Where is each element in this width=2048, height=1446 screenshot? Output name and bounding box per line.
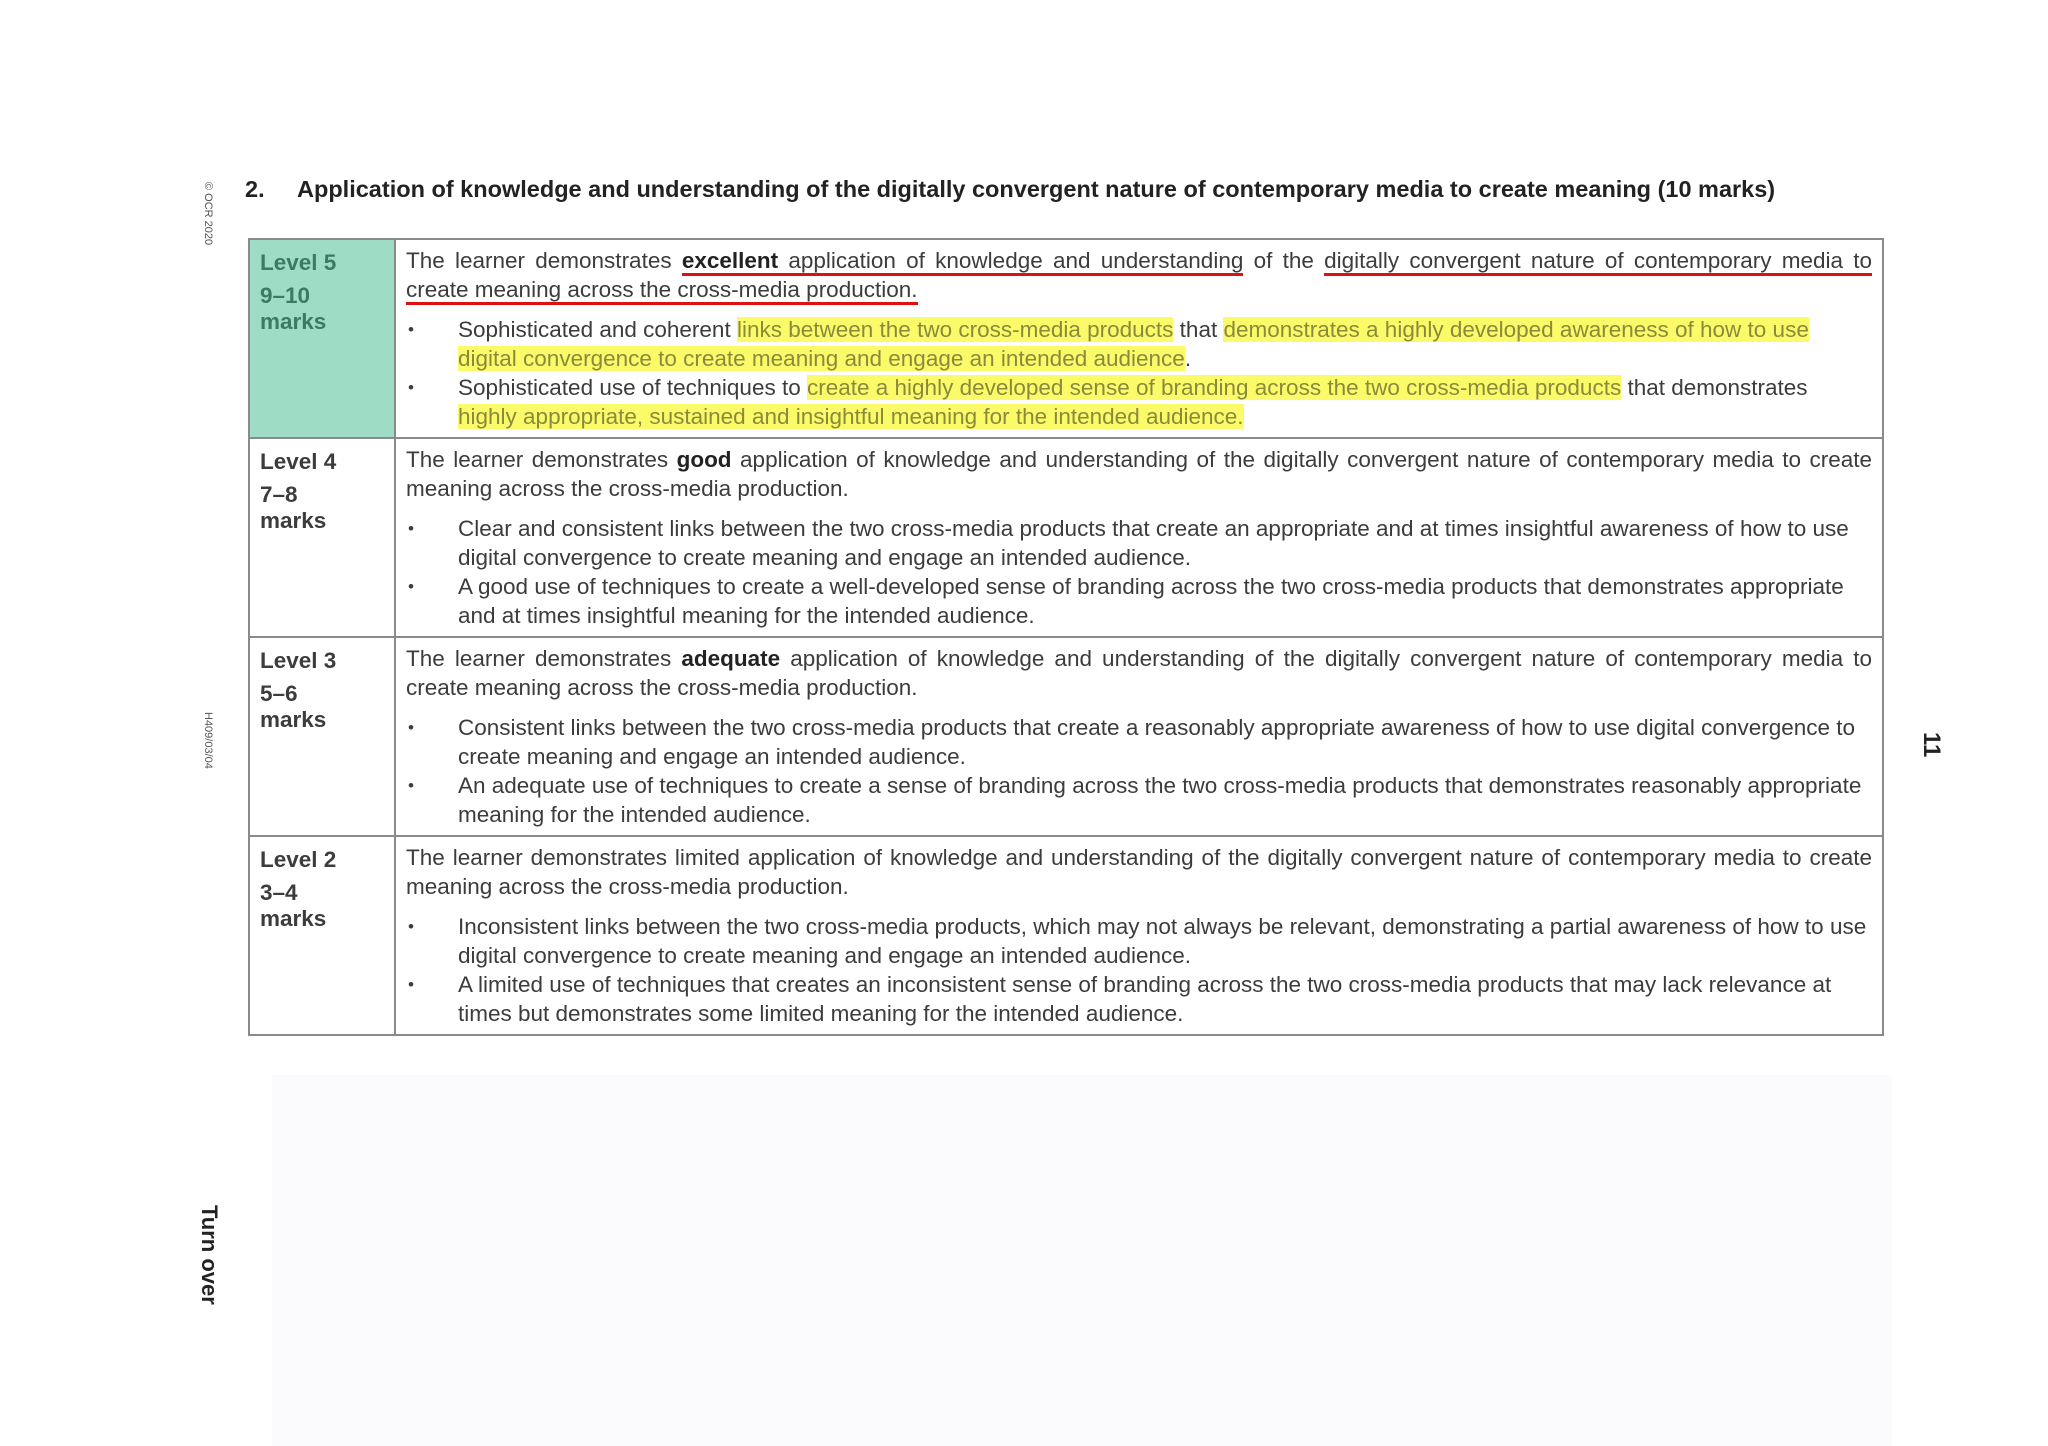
table-row-level-5	[249, 239, 1883, 438]
level-marks	[260, 283, 384, 335]
intro-text: application of knowledge and understanding of the digitally convergent nature of contemporary media to create meaning across the cross-media production.	[406, 646, 1872, 700]
criterion-text: that demonstrates	[1621, 375, 1808, 400]
level-name: Level 3	[260, 648, 337, 673]
list-item	[406, 373, 1872, 431]
intro-text: application of knowledge and understanding of the digitally convergent nature of contemporary media to create meaning across the cross-media production.	[406, 447, 1872, 501]
table-row-level-3	[249, 637, 1883, 836]
level-cell	[249, 438, 395, 637]
marks-range: 7–8	[260, 482, 298, 507]
marks-range: 9–10	[260, 283, 311, 308]
highlighted-text: create a highly developed sense of branding across the two cross-media products	[806, 375, 1622, 400]
marks-word: marks	[260, 707, 327, 732]
section-heading	[245, 176, 1895, 203]
marks-word: marks	[260, 508, 327, 533]
copyright-notice: © OCR 2020	[202, 182, 214, 246]
turn-over-label: Turn over	[197, 1205, 222, 1305]
intro-text: The learner demonstrates	[406, 248, 682, 273]
level-intro	[406, 246, 1872, 304]
marks-word: marks	[260, 906, 327, 931]
level-intro	[406, 644, 1872, 702]
table-row-level-2	[249, 836, 1883, 1035]
list-item: • A good use of techniques to create a well-developed sense of branding across the two cross-media products that demonstrates appropriate and at times insightful meaning for the intended audience.	[406, 572, 1872, 630]
intro-underlined-text: digitally convergent nature of contemporary media to create meaning across the cross-media production.	[406, 248, 1872, 305]
marks-word: marks	[260, 309, 327, 334]
descriptor-cell	[395, 239, 1883, 438]
marking-rubric-table	[248, 238, 1884, 1036]
page-background-shade	[272, 1075, 1892, 1446]
criteria-list	[406, 912, 1872, 1028]
highlighted-text: demonstrates a highly developed awareness of how to use digital convergence to create meaning and engage an intended audience	[458, 317, 1809, 371]
list-item: • A limited use of techniques that creates an inconsistent sense of branding across the two cross-media products that may lack relevance at times but demonstrates some limited meaning for the intended audience.	[406, 970, 1872, 1028]
list-item: • Clear and consistent links between the two cross-media products that create an appropriate and at times insightful awareness of how to use digital convergence to create meaning and engage an intended audience.	[406, 514, 1872, 572]
level-cell	[249, 836, 395, 1035]
level-name: Level 5	[260, 250, 337, 275]
descriptor-cell	[395, 637, 1883, 836]
level-name: Level 2	[260, 847, 337, 872]
level-marks	[260, 681, 384, 733]
list-item: • Consistent links between the two cross-media products that create a reasonably appropriate awareness of how to use digital convergence to create meaning and engage an intended audience.	[406, 713, 1872, 771]
intro-text: The learner demonstrates	[406, 646, 682, 671]
list-item	[406, 315, 1872, 373]
intro-keyword: excellent	[682, 248, 778, 276]
criterion-text: Sophisticated use of techniques to	[458, 375, 807, 400]
level-intro: The learner demonstrates limited application of knowledge and understanding of the digitally convergent nature of contemporary media to create meaning across the cross-media production.	[406, 845, 1872, 899]
intro-keyword: adequate	[681, 646, 781, 671]
intro-text: of the	[1243, 248, 1325, 273]
criteria-list	[406, 713, 1872, 829]
level-marks	[260, 482, 384, 534]
criteria-list	[406, 514, 1872, 630]
document-code: H409/03/04	[202, 712, 214, 769]
table-row-level-4	[249, 438, 1883, 637]
highlighted-text: highly appropriate, sustained and insightful meaning for the intended audience.	[458, 404, 1244, 429]
marks-range: 3–4	[260, 880, 298, 905]
intro-keyword: good	[676, 447, 732, 472]
level-marks	[260, 880, 384, 932]
intro-text: The learner demonstrates	[406, 447, 677, 472]
list-item: • An adequate use of techniques to create a sense of branding across the two cross-media products that demonstrates reasonably appropriate meaning for the intended audience.	[406, 771, 1872, 829]
criterion-text: that	[1173, 317, 1224, 342]
marks-range: 5–6	[260, 681, 298, 706]
level-cell	[249, 637, 395, 836]
descriptor-cell	[395, 836, 1883, 1035]
list-item: • Inconsistent links between the two cross-media products, which may not always be relevant, demonstrating a partial awareness of how to use digital convergence to create meaning and engage an intended audience.	[406, 912, 1872, 970]
level-cell	[249, 239, 395, 438]
criterion-text: Sophisticated and coherent	[458, 317, 737, 342]
page-number: 11	[1918, 732, 1945, 758]
highlighted-text: links between the two cross-media products	[736, 317, 1174, 342]
section-number: 2.	[245, 176, 265, 202]
criteria-list	[406, 315, 1872, 431]
intro-underlined-text: application of knowledge and understanding	[778, 248, 1243, 276]
criterion-text: .	[1184, 346, 1192, 371]
level-name: Level 4	[260, 449, 337, 474]
section-title: Application of knowledge and understanding of the digitally convergent nature of contemporary media to create meaning (10 marks)	[297, 176, 1776, 202]
level-intro	[406, 445, 1872, 503]
descriptor-cell	[395, 438, 1883, 637]
